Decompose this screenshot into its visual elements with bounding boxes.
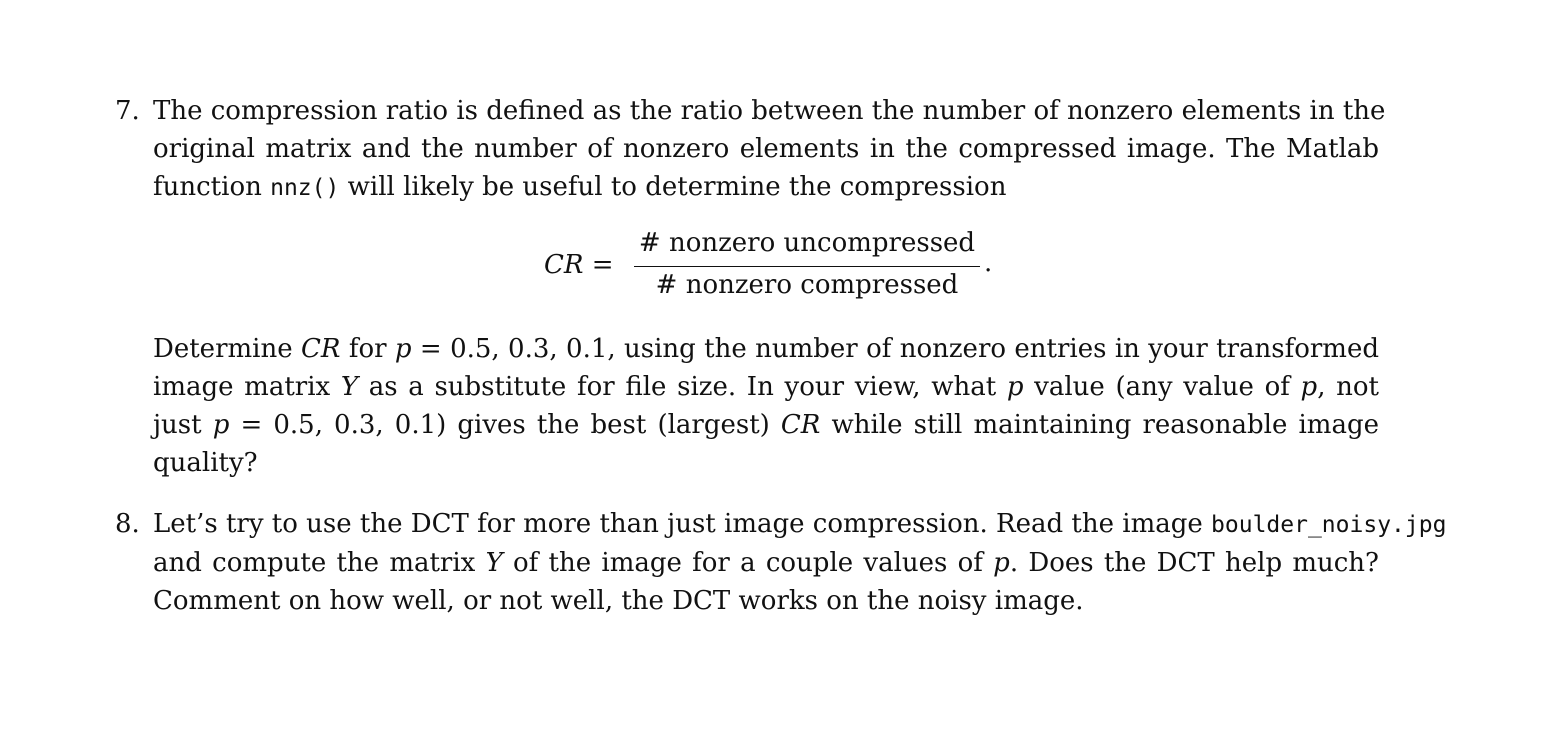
text-segment: and compute the matrix [153, 548, 486, 578]
text-segment: while still maintaining reasonable image [820, 410, 1379, 440]
math-symbol: CR [780, 410, 821, 440]
math-symbol: Y [485, 548, 503, 578]
text-line: The compression ratio is defined as the ratio between the number of nonzero elements in the [153, 96, 1386, 126]
math-symbol: CR [544, 250, 584, 280]
math-symbol: p [993, 548, 1010, 578]
formula-lhs [544, 250, 614, 280]
text-line [153, 406, 1379, 444]
text-segment: of the image for a couple values of [502, 548, 994, 578]
inline-code: nnz() [270, 175, 340, 201]
item-number: 8. [115, 509, 140, 539]
math-symbol: p [1300, 372, 1318, 402]
math-symbol: Y [340, 372, 359, 402]
text-segment: Let’s try to use the DCT for more than just image compression. Read the image [153, 509, 1212, 539]
text-segment: . Does the DCT help much? [1009, 548, 1379, 578]
math-symbol: CR [300, 334, 341, 364]
text-segment: , not [1317, 372, 1379, 402]
item-7-intro [153, 92, 1386, 207]
formula-period: . [984, 248, 993, 278]
fraction-numerator: # nonzero uncompressed [638, 228, 976, 258]
equals-sign: = [583, 250, 614, 280]
inline-code: boulder_noisy.jpg [1211, 512, 1447, 538]
text-line: quality? [153, 448, 258, 478]
fraction-bar [634, 266, 980, 267]
text-line: original matrix and the number of nonzero elements in the compressed image. The Matlab [153, 134, 1379, 164]
math-symbol: p [1006, 372, 1024, 402]
text-segment: just [153, 410, 213, 440]
text-segment: = 0.5, 0.3, 0.1, using the number of nonzero entries in your transformed [411, 334, 1379, 364]
text-segment: as a substitute for file size. In your view, what [358, 372, 1007, 402]
math-symbol: p [394, 334, 412, 364]
text-line [153, 168, 1379, 207]
math-symbol: p [212, 410, 230, 440]
text-segment: for [340, 334, 395, 364]
text-line [153, 368, 1379, 406]
item-7-question-body [153, 330, 1379, 482]
text-segment: image matrix [153, 372, 341, 402]
item-number: 7. [115, 96, 140, 126]
text-segment: will likely be useful to determine the compression [339, 172, 1007, 202]
text-line [153, 505, 1447, 544]
text-line [153, 330, 1379, 368]
text-segment: = 0.5, 0.3, 0.1) gives the best (largest) [229, 410, 781, 440]
fraction-denominator: # nonzero compressed [655, 270, 959, 300]
text-segment: value (any value of [1023, 372, 1301, 402]
text-line [153, 544, 1379, 582]
text-segment: Determine [153, 334, 301, 364]
text-line: Comment on how well, or not well, the DCT works on the noisy image. [153, 586, 1084, 616]
item-8-body [153, 505, 1447, 620]
text-segment: function [153, 172, 271, 202]
